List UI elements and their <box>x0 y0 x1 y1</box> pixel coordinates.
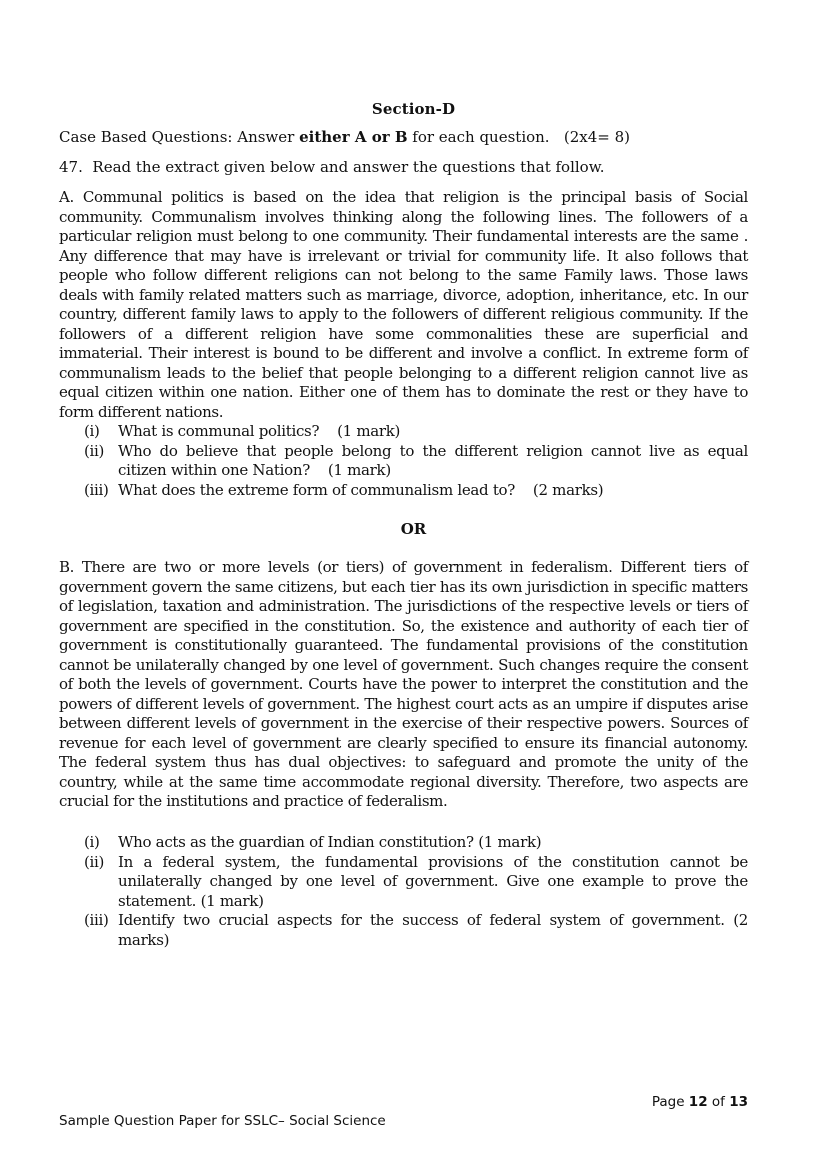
subquestion-text: What does the extreme form of communalism lead to? <box>118 480 516 499</box>
or-separator: OR <box>400 520 427 538</box>
passage-a: A. Communal politics is based on the idea that religion is the principal basis of Social community. Communalism involves thinking along the following lines. The followers of a particular religion must belong to one community. Their fundamental interests are the same . Any difference that may have is irrelevant or trivial for community life. It also follows that people who follow different religions can not belong to the same Family laws. Those laws deals with family related matters such as marriage, divorce, adoption, inheritance, etc. In our country, different family laws to apply to the followers of different religious community. If the followers of a different religion have some commonalities these are superficial and immaterial. Their interest is bound to be different and involve a conflict. In extreme form of communalism leads to the belief that people belonging to a different religion cannot live as equal citizen within one nation. Either one of them has to dominate the rest or they have to form different nations. <box>59 188 748 421</box>
subquestion-number: (ii) <box>84 852 105 871</box>
passage-b: B. There are two or more levels (or tiers) of government in federalism. Different tiers of government govern the same citizens, but each tier has its own jurisdiction in specific matters of legislation, taxation and administration. The jurisdictions of the respective levels or tiers of government are specified in the constitution. So, the existence and authority of each tier of government is constitutionally guaranteed. The fundamental provisions of the constitution cannot be unilaterally changed by one level of government. Such changes require the consent of both the levels of government. Courts have the power to interpret the constitution and the powers of different levels of government. The highest court acts as an umpire if disputes arise between different levels of government in the exercise of their respective powers. Sources of revenue for each level of government are clearly specified to ensure its financial autonomy. The federal system thus has dual objectives: to safeguard and promote the unity of the country, while at the same time accommodate regional diversity. Therefore, two aspects are crucial for the institutions and practice of federalism. <box>59 558 748 810</box>
subquestion-marks: (1 mark) <box>327 461 391 479</box>
subquestion-text: Who do believe that people belong to the different religion cannot live as equal citizen within one Nation? <box>118 441 748 479</box>
subquestion-a-3 <box>84 481 748 501</box>
subquestion-number: (i) <box>84 833 100 851</box>
subquestions-a <box>84 422 748 500</box>
subquestion-marks: (2 marks) <box>532 480 604 499</box>
question-47 <box>59 158 605 176</box>
instructions <box>59 128 630 146</box>
footer-paper-title: Sample Question Paper for SSLC– Social Science <box>59 1113 386 1129</box>
subquestion-number: (iii) <box>84 911 109 929</box>
subquestion-number: (ii) <box>84 441 105 460</box>
subquestion-a-2 <box>84 442 748 481</box>
page-prefix: Page <box>651 1094 689 1110</box>
instructions-suffix: for each question. <box>407 128 550 146</box>
instructions-prefix: Case Based Questions: Answer <box>59 128 300 146</box>
subquestion-marks: (1 mark) <box>337 422 401 440</box>
subquestion-text: In a federal system, the fundamental provisions of the constitution cannot be unilaterally changed by one level of government. Give one example to prove the statement. (1 mark) <box>118 852 748 910</box>
subquestion-b-1 <box>84 833 748 853</box>
subquestion-number: (iii) <box>84 480 109 499</box>
section-title: Section-D <box>371 100 456 118</box>
subquestion-text: What is communal politics? <box>118 422 320 440</box>
page-number <box>652 1094 748 1110</box>
subquestion-a-1 <box>84 422 748 442</box>
subquestion-text: Who acts as the guardian of Indian constitution? (1 mark) <box>118 833 542 851</box>
subquestion-b-3 <box>84 911 748 950</box>
subquestion-b-2 <box>84 853 748 912</box>
question-number: 47. <box>59 158 83 176</box>
subquestions-b <box>84 833 748 950</box>
page-current: 12 <box>688 1094 708 1110</box>
page-total: 13 <box>729 1094 748 1110</box>
question-text: Read the extract given below and answer the questions that follow. <box>92 158 605 176</box>
page-of: of <box>707 1094 730 1110</box>
instructions-bold: either A or B <box>299 128 408 146</box>
subquestion-text: Identify two crucial aspects for the success of federal system of government. (2 marks) <box>118 911 748 949</box>
instructions-marks: (2x4= 8) <box>563 128 631 146</box>
subquestion-number: (i) <box>84 422 100 440</box>
